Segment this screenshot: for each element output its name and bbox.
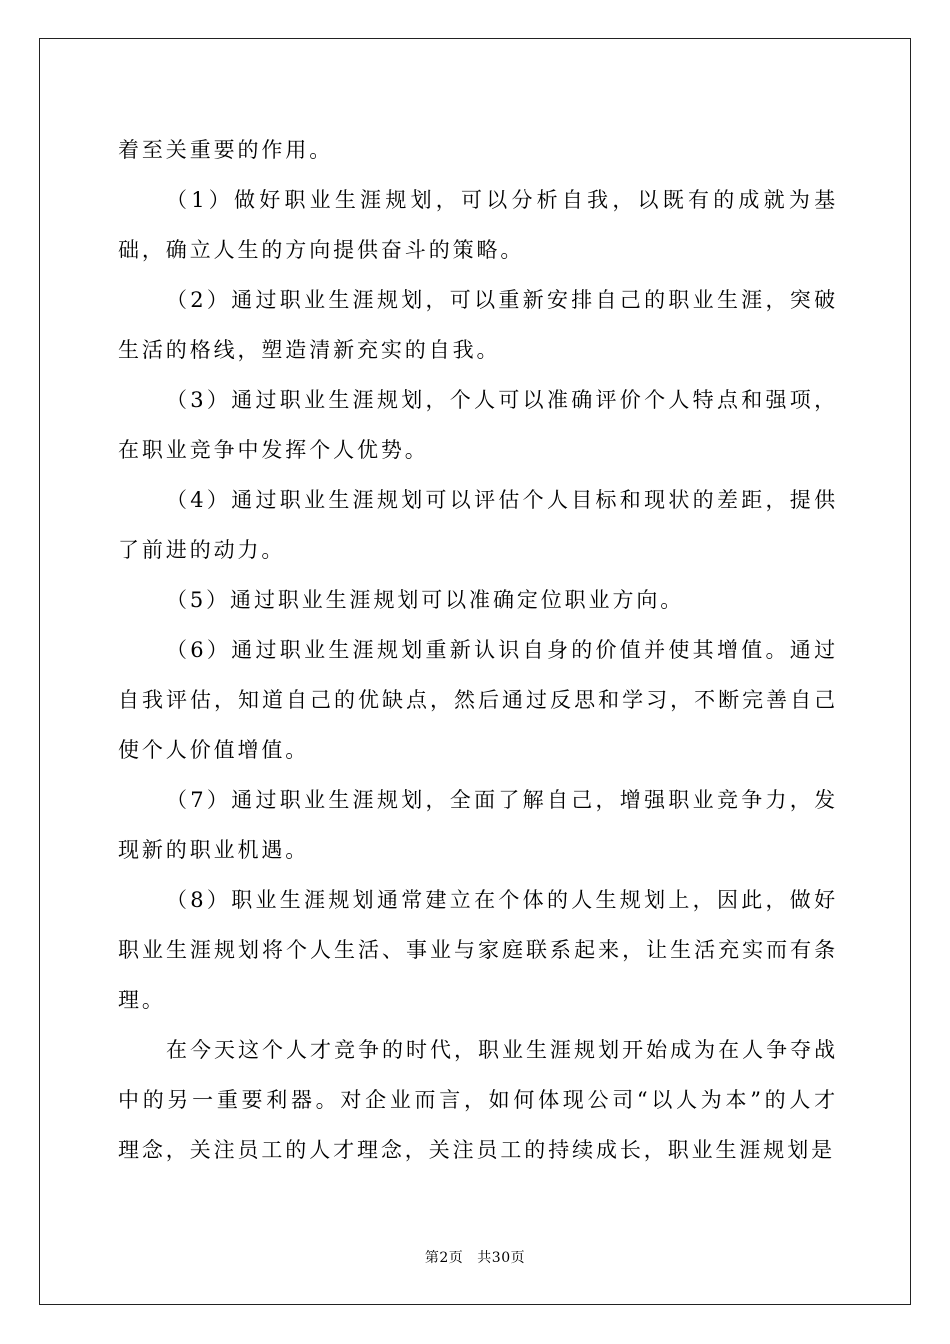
paragraph-continuation: 着至关重要的作用。: [118, 138, 334, 162]
paragraph-body: 在今天这个人才竞争的时代，职业生涯规划开始成为在人争夺战中的另一重要利器。对企业而言，如何体现公司“以人为本”的人才理念，关注员工的人才理念，关注员工的持续成长，职业生涯规划是: [118, 1038, 838, 1162]
list-item-2: （2）通过职业生涯规划，可以重新安排自己的职业生涯，突破生活的格线，塑造清新充实的自我。: [118, 288, 838, 362]
page-number: 第2页: [424, 1250, 464, 1266]
list-item-8: （8）职业生涯规划通常建立在个体的人生规划上，因此，做好职业生涯规划将个人生活、事业与家庭联系起来，让生活充实而有条理。: [118, 888, 838, 1012]
page-footer: [0, 1248, 950, 1268]
list-item-3: （3）通过职业生涯规划，个人可以准确评价个人特点和强项，在职业竞争中发挥个人优势。: [118, 388, 838, 462]
list-item-6: （6）通过职业生涯规划重新认识自身的价值并使其增值。通过自我评估，知道自己的优缺点，然后通过反思和学习，不断完善自己使个人价值增值。: [118, 638, 838, 762]
list-item-1: （1）做好职业生涯规划，可以分析自我，以既有的成就为基础，确立人生的方向提供奋斗的策略。: [118, 188, 838, 262]
document-body: [118, 125, 838, 1175]
list-item-4: （4）通过职业生涯规划可以评估个人目标和现状的差距，提供了前进的动力。: [118, 488, 838, 562]
list-item-7: （7）通过职业生涯规划，全面了解自己，增强职业竞争力，发现新的职业机遇。: [118, 788, 838, 862]
total-pages: 共30页: [477, 1250, 526, 1266]
list-item-5: （5）通过职业生涯规划可以准确定位职业方向。: [166, 588, 685, 612]
